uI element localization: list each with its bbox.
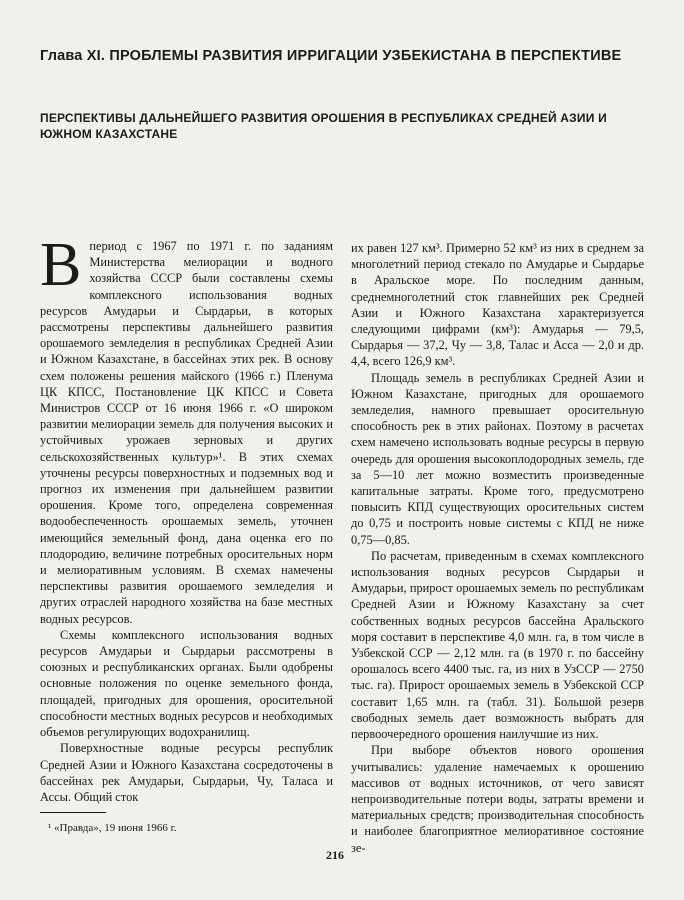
paragraph: Поверхностные водные ресурсы республик Средней Азии и Южного Казахстана сосредоточены в бассейнах рек Амударьи, Сырдарьи, Чу, Таласа и Ассы. Общий сток — [40, 741, 333, 804]
right-column — [351, 240, 644, 856]
footnote: ¹ «Правда», 19 июня 1966 г. — [48, 822, 177, 834]
drop-cap: В — [40, 231, 82, 299]
paragraph: Площадь земель в республиках Средней Азии и Южном Казахстане, пригодных для орошаемого земледелия, намного превышает оросительную способность рек в этих районах. Поэтому в расчетах схем намечено использовать водные ресурсы в первую очередь для орошения высокоплодородных земель, где за 5—10 лет можно возместить произведенные капитальные затраты. Кроме того, предусмотрено повысить КПД существующих оросительных систем до 0,75 и построить новые системы с КПД не ниже 0,75—0,85. — [351, 370, 644, 547]
paragraph: Впериод с 1967 по 1971 г. по заданиям Министерства мелиорации и водного хозяйства СССР были составлены схемы комплексного использования водных ресурсов Амударьи и Сырдарьи, в которых рассмотрены перспективы дальнейшего развития орошаемого земледелия в республиках Средней Азии и Южном Казахстане, в бассейнах этих рек. В основу схем положены решения майского (1966 г.) Пленума ЦК КПСС, Постановление ЦК КПСС и Совета Министров СССР от 16 июня 1966 г. «О широком развитии мелиорации земель для получения высоких и устойчивых урожаев зерновых и других сельскохозяйственных культур»¹. В этих схемах уточнены ресурсы поверхностных и подземных вод и прогноз их изменения при дальнейшем развитии орошения. Кроме того, определена современная водообеспеченность орошаемых земель, уточнен имеющийся земельный фонд, дана оценка его по плодородию, величине потребных оросительных норм и мелиоративным условиям. В схемах намечены перспективы развития орошаемого земледелия и других отраслей народного хозяйства на базе местных водных ресурсов. — [40, 231, 333, 626]
footnote-divider — [40, 812, 106, 813]
paragraph: По расчетам, приведенным в схемах комплексного использования водных ресурсов Сырдарьи и Амударьи, прирост орошаемых земель по республикам Средней Азии и Южному Казахстану за счет собственных водных ресурсов бассейна Аральского моря составит в перспективе 4,0 млн. га, в том числе в Узбекской ССР — 2,12 млн. га (в 1970 г. по бассейну орошалось всего 4400 тыс. га, из них в УзССР — 2750 тыс. га). Прирост орошаемых земель в Узбекской ССР составит 1,65 млн. га (табл. 31). Большой резерв свободных земель дает возможность выбрать для первоочередного орошения наилучшие из них. — [351, 548, 644, 742]
paragraph: Схемы комплексного использования водных ресурсов Амударьи и Сырдарьи рассмотрены в союзных и республиканских органах. Были одобрены основные положения по оценке земельного фонда, площадей, пригодных для орошения, оросительной способности местных водных ресурсов и необходимых объемов регулирующих водохранилищ. — [40, 627, 333, 740]
paragraph: их равен 127 км³. Примерно 52 км³ из них в среднем за многолетний период стекало по Амударье и Сырдарье в Аральское море. По последним данным, среднемноголетний сток главнейших рек Средней Азии и Южного Казахстана характеризуется следующими цифрами (км³): Амударья — 79,5, Сырдарья — 37,2, Чу — 3,8, Талас и Асса — 2,0 и др. 4,4, всего 126,9 км³. — [351, 241, 644, 369]
left-column — [40, 231, 333, 805]
section-title: ПЕРСПЕКТИВЫ ДАЛЬНЕЙШЕГО РАЗВИТИЯ ОРОШЕНИЯ В РЕСПУБЛИКАХ СРЕДНЕЙ АЗИИ И ЮЖНОМ КАЗАХСТАНЕ — [40, 111, 607, 141]
paragraph: При выборе объектов нового орошения учитывались: удаление намечаемых к орошению массивов от водных источников, от чего зависят непроизводительные потери воды, затраты времени и материальных средств; производительная способность и наиболее благоприятное мелиоративное состояние зе- — [351, 743, 644, 855]
page-number: 216 — [326, 848, 344, 862]
chapter-title: Глава XI. ПРОБЛЕМЫ РАЗВИТИЯ ИРРИГАЦИИ УЗБЕКИСТАНА В ПЕРСПЕКТИВЕ — [40, 48, 622, 64]
